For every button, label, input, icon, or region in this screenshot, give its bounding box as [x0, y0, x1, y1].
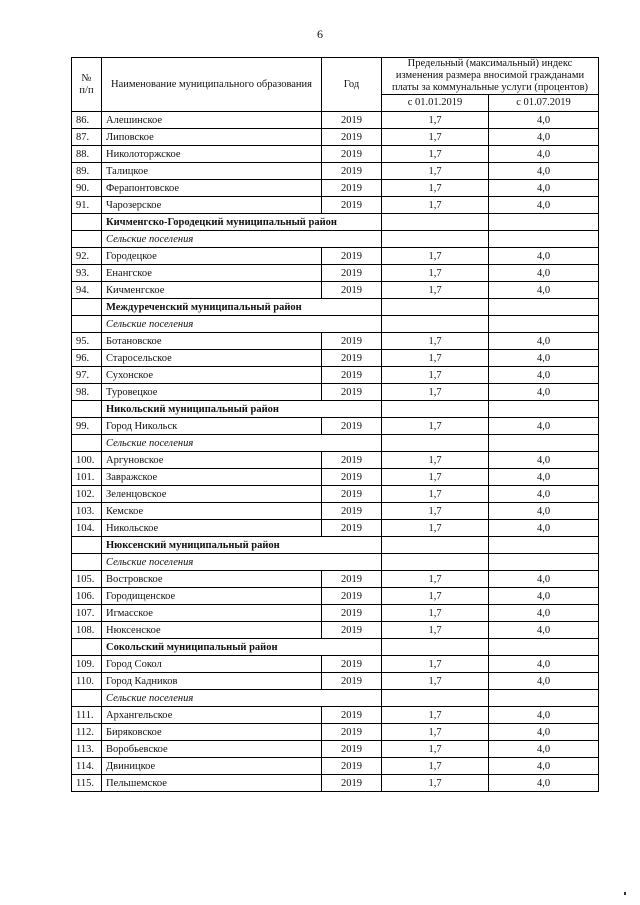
table-row — [72, 452, 599, 469]
table-body — [72, 112, 599, 792]
page-number: 6 — [317, 27, 323, 41]
index-jul-cell: 4,0 — [489, 469, 599, 486]
municipality-name: Завражское — [102, 469, 322, 486]
empty-cell — [489, 639, 599, 656]
index-jan-cell: 1,7 — [382, 622, 489, 639]
index-jul-cell: 4,0 — [489, 571, 599, 588]
table-row — [72, 622, 599, 639]
year-cell: 2019 — [322, 724, 382, 741]
empty-cell — [382, 639, 489, 656]
row-number: 109. — [72, 656, 102, 673]
municipality-name: Никольское — [102, 520, 322, 537]
empty-cell — [489, 537, 599, 554]
municipality-name: Зеленцовское — [102, 486, 322, 503]
municipality-name: Ферапонтовское — [102, 180, 322, 197]
index-jan-cell: 1,7 — [382, 724, 489, 741]
empty-cell — [489, 690, 599, 707]
empty-cell — [382, 537, 489, 554]
table-row — [72, 486, 599, 503]
row-number: 90. — [72, 180, 102, 197]
table-row — [72, 418, 599, 435]
index-jan-cell: 1,7 — [382, 588, 489, 605]
district-row — [72, 214, 599, 231]
index-jan-cell: 1,7 — [382, 469, 489, 486]
year-cell: 2019 — [322, 282, 382, 299]
year-cell: 2019 — [322, 588, 382, 605]
row-number: 111. — [72, 707, 102, 724]
year-cell: 2019 — [322, 112, 382, 129]
empty-cell — [72, 316, 102, 333]
table-row — [72, 741, 599, 758]
table-row — [72, 146, 599, 163]
year-cell: 2019 — [322, 197, 382, 214]
row-number: 100. — [72, 452, 102, 469]
subheading-label: Сельские поселения — [102, 554, 382, 571]
municipality-name: Старосельское — [102, 350, 322, 367]
row-number: 87. — [72, 129, 102, 146]
empty-cell — [72, 299, 102, 316]
index-jul-cell: 4,0 — [489, 350, 599, 367]
index-jul-cell: 4,0 — [489, 588, 599, 605]
row-number: 91. — [72, 197, 102, 214]
year-cell: 2019 — [322, 707, 382, 724]
empty-cell — [72, 214, 102, 231]
header-num: № п/п — [72, 58, 102, 112]
municipality-name: Кемское — [102, 503, 322, 520]
index-jul-cell: 4,0 — [489, 418, 599, 435]
header-name: Наименование муниципального образования — [102, 58, 322, 112]
municipality-name: Архангельское — [102, 707, 322, 724]
row-number: 95. — [72, 333, 102, 350]
index-jul-cell: 4,0 — [489, 503, 599, 520]
empty-cell — [382, 690, 489, 707]
year-cell: 2019 — [322, 673, 382, 690]
empty-cell — [489, 214, 599, 231]
table-row — [72, 265, 599, 282]
table-row — [72, 112, 599, 129]
table-row — [72, 180, 599, 197]
index-jan-cell: 1,7 — [382, 146, 489, 163]
index-jul-cell: 4,0 — [489, 265, 599, 282]
year-cell: 2019 — [322, 775, 382, 792]
index-jul-cell: 4,0 — [489, 112, 599, 129]
index-jan-cell: 1,7 — [382, 503, 489, 520]
subheading-row — [72, 554, 599, 571]
empty-cell — [382, 299, 489, 316]
municipality-name: Воробьевское — [102, 741, 322, 758]
municipality-name: Аргуновское — [102, 452, 322, 469]
row-number: 94. — [72, 282, 102, 299]
empty-cell — [382, 214, 489, 231]
index-jul-cell: 4,0 — [489, 452, 599, 469]
year-cell: 2019 — [322, 146, 382, 163]
header-index: Предельный (максимальный) индекс изменения размера вносимой гражданами платы за коммунальные услуги (процентов) — [382, 58, 599, 95]
row-number: 107. — [72, 605, 102, 622]
subheading-label: Сельские поселения — [102, 316, 382, 333]
year-cell: 2019 — [322, 333, 382, 350]
municipality-name: Игмасское — [102, 605, 322, 622]
index-jul-cell: 4,0 — [489, 163, 599, 180]
table-row — [72, 384, 599, 401]
year-cell: 2019 — [322, 571, 382, 588]
year-cell: 2019 — [322, 418, 382, 435]
index-jul-cell: 4,0 — [489, 622, 599, 639]
table-row — [72, 163, 599, 180]
district-name: Нюксенский муниципальный район — [102, 537, 382, 554]
index-jul-cell: 4,0 — [489, 741, 599, 758]
municipality-name: Городецкое — [102, 248, 322, 265]
index-jan-cell: 1,7 — [382, 163, 489, 180]
index-jul-cell: 4,0 — [489, 129, 599, 146]
subheading-row — [72, 231, 599, 248]
index-jan-cell: 1,7 — [382, 129, 489, 146]
tariff-index-table — [71, 57, 599, 792]
table-row — [72, 333, 599, 350]
empty-cell — [489, 554, 599, 571]
municipality-name: Енангское — [102, 265, 322, 282]
index-jul-cell: 4,0 — [489, 520, 599, 537]
empty-cell — [382, 316, 489, 333]
year-cell: 2019 — [322, 741, 382, 758]
subheading-row — [72, 690, 599, 707]
row-number: 114. — [72, 758, 102, 775]
table-row — [72, 656, 599, 673]
municipality-name: Туровецкое — [102, 384, 322, 401]
index-jul-cell: 4,0 — [489, 775, 599, 792]
table-row — [72, 588, 599, 605]
table-row — [72, 571, 599, 588]
row-number: 113. — [72, 741, 102, 758]
header-date-1: с 01.01.2019 — [382, 95, 489, 112]
empty-cell — [489, 401, 599, 418]
index-jul-cell: 4,0 — [489, 673, 599, 690]
index-jan-cell: 1,7 — [382, 605, 489, 622]
index-jan-cell: 1,7 — [382, 571, 489, 588]
year-cell: 2019 — [322, 469, 382, 486]
table-row — [72, 197, 599, 214]
index-jan-cell: 1,7 — [382, 775, 489, 792]
year-cell: 2019 — [322, 248, 382, 265]
table-header — [72, 58, 599, 112]
municipality-name: Пельшемское — [102, 775, 322, 792]
row-number: 96. — [72, 350, 102, 367]
district-name: Междуреченский муниципальный район — [102, 299, 382, 316]
year-cell: 2019 — [322, 265, 382, 282]
table-row — [72, 758, 599, 775]
index-jan-cell: 1,7 — [382, 741, 489, 758]
index-jul-cell: 4,0 — [489, 282, 599, 299]
row-number: 97. — [72, 367, 102, 384]
table-row — [72, 707, 599, 724]
index-jul-cell: 4,0 — [489, 367, 599, 384]
index-jul-cell: 4,0 — [489, 707, 599, 724]
row-number: 99. — [72, 418, 102, 435]
row-number: 112. — [72, 724, 102, 741]
index-jan-cell: 1,7 — [382, 656, 489, 673]
municipality-name: Липовское — [102, 129, 322, 146]
year-cell: 2019 — [322, 656, 382, 673]
municipality-name: Городищенское — [102, 588, 322, 605]
row-number: 105. — [72, 571, 102, 588]
index-jul-cell: 4,0 — [489, 384, 599, 401]
subheading-label: Сельские поселения — [102, 690, 382, 707]
index-jul-cell: 4,0 — [489, 180, 599, 197]
district-row — [72, 401, 599, 418]
table-row — [72, 469, 599, 486]
year-cell: 2019 — [322, 180, 382, 197]
subheading-label: Сельские поселения — [102, 435, 382, 452]
year-cell: 2019 — [322, 129, 382, 146]
index-jan-cell: 1,7 — [382, 180, 489, 197]
table-row — [72, 605, 599, 622]
index-jan-cell: 1,7 — [382, 452, 489, 469]
table-row — [72, 282, 599, 299]
row-number: 102. — [72, 486, 102, 503]
municipality-name: Алешинское — [102, 112, 322, 129]
year-cell: 2019 — [322, 350, 382, 367]
header-year: Год — [322, 58, 382, 112]
municipality-name: Двиницкое — [102, 758, 322, 775]
row-number: 92. — [72, 248, 102, 265]
index-jul-cell: 4,0 — [489, 656, 599, 673]
index-jul-cell: 4,0 — [489, 605, 599, 622]
index-jul-cell: 4,0 — [489, 248, 599, 265]
municipality-name: Биряковское — [102, 724, 322, 741]
table-row — [72, 248, 599, 265]
index-jul-cell: 4,0 — [489, 333, 599, 350]
index-jul-cell: 4,0 — [489, 486, 599, 503]
empty-cell — [72, 639, 102, 656]
index-jul-cell: 4,0 — [489, 197, 599, 214]
year-cell: 2019 — [322, 503, 382, 520]
row-number: 98. — [72, 384, 102, 401]
scan-mark — [624, 892, 626, 895]
index-jan-cell: 1,7 — [382, 384, 489, 401]
table-row — [72, 503, 599, 520]
index-jul-cell: 4,0 — [489, 758, 599, 775]
year-cell: 2019 — [322, 520, 382, 537]
table-row — [72, 520, 599, 537]
empty-cell — [382, 231, 489, 248]
empty-cell — [72, 435, 102, 452]
municipality-name: Чарозерское — [102, 197, 322, 214]
empty-cell — [382, 401, 489, 418]
empty-cell — [382, 435, 489, 452]
empty-cell — [72, 401, 102, 418]
municipality-name: Город Кадников — [102, 673, 322, 690]
year-cell: 2019 — [322, 452, 382, 469]
empty-cell — [489, 435, 599, 452]
index-jan-cell: 1,7 — [382, 333, 489, 350]
empty-cell — [72, 690, 102, 707]
year-cell: 2019 — [322, 384, 382, 401]
table-row — [72, 775, 599, 792]
index-jan-cell: 1,7 — [382, 197, 489, 214]
table-row — [72, 129, 599, 146]
row-number: 101. — [72, 469, 102, 486]
district-name: Сокольский муниципальный район — [102, 639, 382, 656]
municipality-name: Талицкое — [102, 163, 322, 180]
year-cell: 2019 — [322, 758, 382, 775]
municipality-name: Николоторжское — [102, 146, 322, 163]
index-jan-cell: 1,7 — [382, 520, 489, 537]
row-number: 89. — [72, 163, 102, 180]
row-number: 106. — [72, 588, 102, 605]
municipality-name: Нюксенское — [102, 622, 322, 639]
row-number: 86. — [72, 112, 102, 129]
empty-cell — [72, 554, 102, 571]
municipality-name: Кичменгское — [102, 282, 322, 299]
row-number: 104. — [72, 520, 102, 537]
empty-cell — [72, 231, 102, 248]
row-number: 103. — [72, 503, 102, 520]
empty-cell — [489, 299, 599, 316]
municipality-name: Ботановское — [102, 333, 322, 350]
table-row — [72, 350, 599, 367]
subheading-label: Сельские поселения — [102, 231, 382, 248]
subheading-row — [72, 435, 599, 452]
district-name: Никольский муниципальный район — [102, 401, 382, 418]
index-jan-cell: 1,7 — [382, 673, 489, 690]
year-cell: 2019 — [322, 367, 382, 384]
index-jan-cell: 1,7 — [382, 367, 489, 384]
municipality-name: Город Никольск — [102, 418, 322, 435]
district-name: Кичменгско-Городецкий муниципальный район — [102, 214, 382, 231]
district-row — [72, 537, 599, 554]
index-jan-cell: 1,7 — [382, 265, 489, 282]
year-cell: 2019 — [322, 486, 382, 503]
subheading-row — [72, 316, 599, 333]
municipality-name: Город Сокол — [102, 656, 322, 673]
district-row — [72, 639, 599, 656]
empty-cell — [72, 537, 102, 554]
index-jan-cell: 1,7 — [382, 248, 489, 265]
municipality-name: Востровское — [102, 571, 322, 588]
year-cell: 2019 — [322, 605, 382, 622]
row-number: 93. — [72, 265, 102, 282]
row-number: 108. — [72, 622, 102, 639]
index-jan-cell: 1,7 — [382, 707, 489, 724]
district-row — [72, 299, 599, 316]
year-cell: 2019 — [322, 622, 382, 639]
index-jul-cell: 4,0 — [489, 724, 599, 741]
empty-cell — [382, 554, 489, 571]
empty-cell — [489, 316, 599, 333]
index-jan-cell: 1,7 — [382, 486, 489, 503]
row-number: 110. — [72, 673, 102, 690]
table-row — [72, 724, 599, 741]
municipality-name: Сухонское — [102, 367, 322, 384]
row-number: 115. — [72, 775, 102, 792]
header-date-2: с 01.07.2019 — [489, 95, 599, 112]
table-row — [72, 367, 599, 384]
index-jan-cell: 1,7 — [382, 112, 489, 129]
row-number: 88. — [72, 146, 102, 163]
index-jul-cell: 4,0 — [489, 146, 599, 163]
index-jan-cell: 1,7 — [382, 350, 489, 367]
empty-cell — [489, 231, 599, 248]
index-jan-cell: 1,7 — [382, 418, 489, 435]
index-jan-cell: 1,7 — [382, 282, 489, 299]
table-row — [72, 673, 599, 690]
year-cell: 2019 — [322, 163, 382, 180]
index-jan-cell: 1,7 — [382, 758, 489, 775]
